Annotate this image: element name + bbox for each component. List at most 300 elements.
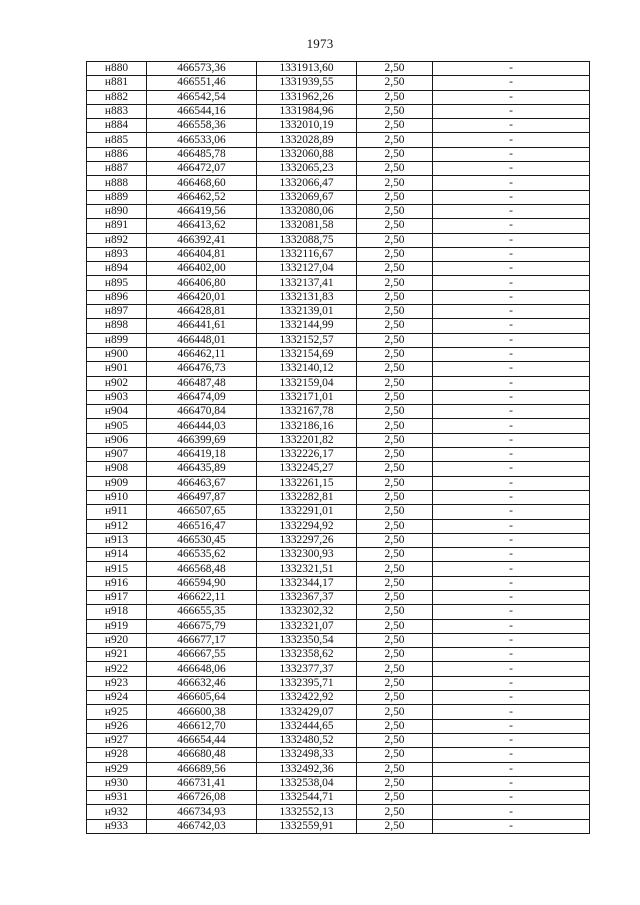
page-number: 1973 bbox=[306, 36, 334, 51]
x-coordinate-cell: 466533,06 bbox=[147, 133, 257, 147]
y-coordinate-cell: 1332552,13 bbox=[257, 805, 357, 819]
table-row bbox=[87, 590, 590, 604]
accuracy-cell: 2,50 bbox=[357, 533, 433, 547]
table-row bbox=[87, 762, 590, 776]
table-row bbox=[87, 805, 590, 819]
point-id-cell: н907 bbox=[87, 448, 147, 462]
x-coordinate-cell: 466594,90 bbox=[147, 576, 257, 590]
y-coordinate-cell: 1332444,65 bbox=[257, 719, 357, 733]
accuracy-cell: 2,50 bbox=[357, 347, 433, 361]
point-id-cell: н918 bbox=[87, 605, 147, 619]
note-cell: - bbox=[433, 333, 590, 347]
table-row bbox=[87, 676, 590, 690]
x-coordinate-cell: 466648,06 bbox=[147, 662, 257, 676]
table-row bbox=[87, 305, 590, 319]
note-cell: - bbox=[433, 376, 590, 390]
x-coordinate-cell: 466542,54 bbox=[147, 90, 257, 104]
x-coordinate-cell: 466573,36 bbox=[147, 62, 257, 76]
point-id-cell: н932 bbox=[87, 805, 147, 819]
accuracy-cell: 2,50 bbox=[357, 390, 433, 404]
accuracy-cell: 2,50 bbox=[357, 676, 433, 690]
table-row bbox=[87, 505, 590, 519]
x-coordinate-cell: 466463,67 bbox=[147, 476, 257, 490]
y-coordinate-cell: 1331913,60 bbox=[257, 62, 357, 76]
x-coordinate-cell: 466472,07 bbox=[147, 162, 257, 176]
y-coordinate-cell: 1332350,54 bbox=[257, 633, 357, 647]
x-coordinate-cell: 466419,18 bbox=[147, 448, 257, 462]
point-id-cell: н883 bbox=[87, 104, 147, 118]
point-id-cell: н915 bbox=[87, 562, 147, 576]
note-cell: - bbox=[433, 176, 590, 190]
point-id-cell: н893 bbox=[87, 247, 147, 261]
note-cell: - bbox=[433, 62, 590, 76]
point-id-cell: н929 bbox=[87, 762, 147, 776]
y-coordinate-cell: 1332358,62 bbox=[257, 648, 357, 662]
table-row bbox=[87, 176, 590, 190]
table-row bbox=[87, 576, 590, 590]
accuracy-cell: 2,50 bbox=[357, 719, 433, 733]
note-cell: - bbox=[433, 505, 590, 519]
note-cell: - bbox=[433, 576, 590, 590]
note-cell: - bbox=[433, 262, 590, 276]
note-cell: - bbox=[433, 562, 590, 576]
table-row bbox=[87, 490, 590, 504]
note-cell: - bbox=[433, 405, 590, 419]
table-row bbox=[87, 190, 590, 204]
x-coordinate-cell: 466731,41 bbox=[147, 776, 257, 790]
table-row bbox=[87, 476, 590, 490]
accuracy-cell: 2,50 bbox=[357, 419, 433, 433]
x-coordinate-cell: 466655,35 bbox=[147, 605, 257, 619]
x-coordinate-cell: 466485,78 bbox=[147, 147, 257, 161]
x-coordinate-cell: 466462,52 bbox=[147, 190, 257, 204]
point-id-cell: н897 bbox=[87, 305, 147, 319]
accuracy-cell: 2,50 bbox=[357, 362, 433, 376]
note-cell: - bbox=[433, 676, 590, 690]
x-coordinate-cell: 466675,79 bbox=[147, 619, 257, 633]
table-row bbox=[87, 119, 590, 133]
accuracy-cell: 2,50 bbox=[357, 590, 433, 604]
accuracy-cell: 2,50 bbox=[357, 119, 433, 133]
note-cell: - bbox=[433, 791, 590, 805]
y-coordinate-cell: 1332201,82 bbox=[257, 433, 357, 447]
y-coordinate-cell: 1331984,96 bbox=[257, 104, 357, 118]
accuracy-cell: 2,50 bbox=[357, 462, 433, 476]
point-id-cell: н887 bbox=[87, 162, 147, 176]
x-coordinate-cell: 466689,56 bbox=[147, 762, 257, 776]
accuracy-cell: 2,50 bbox=[357, 319, 433, 333]
y-coordinate-cell: 1332060,88 bbox=[257, 147, 357, 161]
note-cell: - bbox=[433, 276, 590, 290]
x-coordinate-cell: 466497,87 bbox=[147, 490, 257, 504]
point-id-cell: н888 bbox=[87, 176, 147, 190]
table-row bbox=[87, 405, 590, 419]
y-coordinate-cell: 1332167,78 bbox=[257, 405, 357, 419]
note-cell: - bbox=[433, 119, 590, 133]
y-coordinate-cell: 1332140,12 bbox=[257, 362, 357, 376]
point-id-cell: н919 bbox=[87, 619, 147, 633]
accuracy-cell: 2,50 bbox=[357, 76, 433, 90]
point-id-cell: н898 bbox=[87, 319, 147, 333]
point-id-cell: н892 bbox=[87, 233, 147, 247]
accuracy-cell: 2,50 bbox=[357, 805, 433, 819]
note-cell: - bbox=[433, 90, 590, 104]
accuracy-cell: 2,50 bbox=[357, 748, 433, 762]
y-coordinate-cell: 1332152,57 bbox=[257, 333, 357, 347]
table-row bbox=[87, 633, 590, 647]
table-row bbox=[87, 562, 590, 576]
point-id-cell: н921 bbox=[87, 648, 147, 662]
point-id-cell: н931 bbox=[87, 791, 147, 805]
y-coordinate-cell: 1332559,91 bbox=[257, 819, 357, 833]
note-cell: - bbox=[433, 190, 590, 204]
point-id-cell: н920 bbox=[87, 633, 147, 647]
y-coordinate-cell: 1332429,07 bbox=[257, 705, 357, 719]
y-coordinate-cell: 1332480,52 bbox=[257, 733, 357, 747]
note-cell: - bbox=[433, 776, 590, 790]
point-id-cell: н889 bbox=[87, 190, 147, 204]
point-id-cell: н909 bbox=[87, 476, 147, 490]
y-coordinate-cell: 1332422,92 bbox=[257, 691, 357, 705]
table-row bbox=[87, 276, 590, 290]
x-coordinate-cell: 466726,08 bbox=[147, 791, 257, 805]
note-cell: - bbox=[433, 476, 590, 490]
table-row bbox=[87, 104, 590, 118]
point-id-cell: н899 bbox=[87, 333, 147, 347]
x-coordinate-cell: 466632,46 bbox=[147, 676, 257, 690]
table-row bbox=[87, 133, 590, 147]
point-id-cell: н908 bbox=[87, 462, 147, 476]
table-row bbox=[87, 162, 590, 176]
point-id-cell: н933 bbox=[87, 819, 147, 833]
accuracy-cell: 2,50 bbox=[357, 405, 433, 419]
y-coordinate-cell: 1332139,01 bbox=[257, 305, 357, 319]
y-coordinate-cell: 1332226,17 bbox=[257, 448, 357, 462]
note-cell: - bbox=[433, 104, 590, 118]
table-row bbox=[87, 791, 590, 805]
x-coordinate-cell: 466544,16 bbox=[147, 104, 257, 118]
x-coordinate-cell: 466605,64 bbox=[147, 691, 257, 705]
point-id-cell: н917 bbox=[87, 590, 147, 604]
point-id-cell: н891 bbox=[87, 219, 147, 233]
accuracy-cell: 2,50 bbox=[357, 548, 433, 562]
table-row bbox=[87, 519, 590, 533]
point-id-cell: н926 bbox=[87, 719, 147, 733]
accuracy-cell: 2,50 bbox=[357, 433, 433, 447]
point-id-cell: н885 bbox=[87, 133, 147, 147]
table-row bbox=[87, 233, 590, 247]
y-coordinate-cell: 1332245,27 bbox=[257, 462, 357, 476]
note-cell: - bbox=[433, 733, 590, 747]
note-cell: - bbox=[433, 390, 590, 404]
accuracy-cell: 2,50 bbox=[357, 619, 433, 633]
x-coordinate-cell: 466535,62 bbox=[147, 548, 257, 562]
y-coordinate-cell: 1332377,37 bbox=[257, 662, 357, 676]
accuracy-cell: 2,50 bbox=[357, 247, 433, 261]
accuracy-cell: 2,50 bbox=[357, 147, 433, 161]
point-id-cell: н901 bbox=[87, 362, 147, 376]
accuracy-cell: 2,50 bbox=[357, 104, 433, 118]
table-row bbox=[87, 619, 590, 633]
y-coordinate-cell: 1332367,37 bbox=[257, 590, 357, 604]
note-cell: - bbox=[433, 448, 590, 462]
accuracy-cell: 2,50 bbox=[357, 305, 433, 319]
y-coordinate-cell: 1332171,01 bbox=[257, 390, 357, 404]
note-cell: - bbox=[433, 533, 590, 547]
note-cell: - bbox=[433, 147, 590, 161]
y-coordinate-cell: 1332028,89 bbox=[257, 133, 357, 147]
accuracy-cell: 2,50 bbox=[357, 791, 433, 805]
x-coordinate-cell: 466667,55 bbox=[147, 648, 257, 662]
y-coordinate-cell: 1332116,67 bbox=[257, 247, 357, 261]
table-row bbox=[87, 819, 590, 833]
accuracy-cell: 2,50 bbox=[357, 662, 433, 676]
table-row bbox=[87, 719, 590, 733]
y-coordinate-cell: 1332010,19 bbox=[257, 119, 357, 133]
note-cell: - bbox=[433, 662, 590, 676]
table-row bbox=[87, 533, 590, 547]
table-row bbox=[87, 733, 590, 747]
table-row bbox=[87, 262, 590, 276]
note-cell: - bbox=[433, 290, 590, 304]
accuracy-cell: 2,50 bbox=[357, 190, 433, 204]
point-id-cell: н895 bbox=[87, 276, 147, 290]
accuracy-cell: 2,50 bbox=[357, 776, 433, 790]
y-coordinate-cell: 1332395,71 bbox=[257, 676, 357, 690]
point-id-cell: н930 bbox=[87, 776, 147, 790]
table-row bbox=[87, 362, 590, 376]
table-row bbox=[87, 319, 590, 333]
x-coordinate-cell: 466612,70 bbox=[147, 719, 257, 733]
note-cell: - bbox=[433, 605, 590, 619]
accuracy-cell: 2,50 bbox=[357, 204, 433, 218]
y-coordinate-cell: 1332300,93 bbox=[257, 548, 357, 562]
note-cell: - bbox=[433, 819, 590, 833]
note-cell: - bbox=[433, 805, 590, 819]
x-coordinate-cell: 466558,36 bbox=[147, 119, 257, 133]
accuracy-cell: 2,50 bbox=[357, 505, 433, 519]
accuracy-cell: 2,50 bbox=[357, 562, 433, 576]
point-id-cell: н905 bbox=[87, 419, 147, 433]
y-coordinate-cell: 1332154,69 bbox=[257, 347, 357, 361]
table-row bbox=[87, 376, 590, 390]
coordinates-table-body bbox=[87, 62, 590, 834]
x-coordinate-cell: 466600,38 bbox=[147, 705, 257, 719]
point-id-cell: н903 bbox=[87, 390, 147, 404]
table-row bbox=[87, 219, 590, 233]
x-coordinate-cell: 466677,17 bbox=[147, 633, 257, 647]
x-coordinate-cell: 466392,41 bbox=[147, 233, 257, 247]
table-row bbox=[87, 290, 590, 304]
table-row bbox=[87, 90, 590, 104]
y-coordinate-cell: 1332297,26 bbox=[257, 533, 357, 547]
point-id-cell: н880 bbox=[87, 62, 147, 76]
x-coordinate-cell: 466487,48 bbox=[147, 376, 257, 390]
point-id-cell: н884 bbox=[87, 119, 147, 133]
table-row bbox=[87, 662, 590, 676]
note-cell: - bbox=[433, 204, 590, 218]
coordinates-table bbox=[86, 61, 590, 834]
x-coordinate-cell: 466420,01 bbox=[147, 290, 257, 304]
x-coordinate-cell: 466742,03 bbox=[147, 819, 257, 833]
y-coordinate-cell: 1332282,81 bbox=[257, 490, 357, 504]
x-coordinate-cell: 466428,81 bbox=[147, 305, 257, 319]
note-cell: - bbox=[433, 347, 590, 361]
x-coordinate-cell: 466551,46 bbox=[147, 76, 257, 90]
y-coordinate-cell: 1332538,04 bbox=[257, 776, 357, 790]
y-coordinate-cell: 1332144,99 bbox=[257, 319, 357, 333]
accuracy-cell: 2,50 bbox=[357, 705, 433, 719]
y-coordinate-cell: 1332069,67 bbox=[257, 190, 357, 204]
table-row bbox=[87, 548, 590, 562]
point-id-cell: н923 bbox=[87, 676, 147, 690]
note-cell: - bbox=[433, 419, 590, 433]
accuracy-cell: 2,50 bbox=[357, 519, 433, 533]
x-coordinate-cell: 466435,89 bbox=[147, 462, 257, 476]
y-coordinate-cell: 1332066,47 bbox=[257, 176, 357, 190]
point-id-cell: н912 bbox=[87, 519, 147, 533]
x-coordinate-cell: 466419,56 bbox=[147, 204, 257, 218]
table-row bbox=[87, 147, 590, 161]
table-row bbox=[87, 648, 590, 662]
note-cell: - bbox=[433, 548, 590, 562]
accuracy-cell: 2,50 bbox=[357, 476, 433, 490]
note-cell: - bbox=[433, 233, 590, 247]
accuracy-cell: 2,50 bbox=[357, 490, 433, 504]
point-id-cell: н928 bbox=[87, 748, 147, 762]
accuracy-cell: 2,50 bbox=[357, 819, 433, 833]
y-coordinate-cell: 1332065,23 bbox=[257, 162, 357, 176]
x-coordinate-cell: 466468,60 bbox=[147, 176, 257, 190]
note-cell: - bbox=[433, 76, 590, 90]
accuracy-cell: 2,50 bbox=[357, 162, 433, 176]
table-row bbox=[87, 433, 590, 447]
point-id-cell: н900 bbox=[87, 347, 147, 361]
note-cell: - bbox=[433, 219, 590, 233]
table-row bbox=[87, 776, 590, 790]
point-id-cell: н914 bbox=[87, 548, 147, 562]
point-id-cell: н913 bbox=[87, 533, 147, 547]
note-cell: - bbox=[433, 691, 590, 705]
note-cell: - bbox=[433, 162, 590, 176]
table-row bbox=[87, 204, 590, 218]
table-row bbox=[87, 462, 590, 476]
point-id-cell: н896 bbox=[87, 290, 147, 304]
accuracy-cell: 2,50 bbox=[357, 376, 433, 390]
accuracy-cell: 2,50 bbox=[357, 290, 433, 304]
x-coordinate-cell: 466476,73 bbox=[147, 362, 257, 376]
x-coordinate-cell: 466402,00 bbox=[147, 262, 257, 276]
y-coordinate-cell: 1332344,17 bbox=[257, 576, 357, 590]
y-coordinate-cell: 1332088,75 bbox=[257, 233, 357, 247]
note-cell: - bbox=[433, 362, 590, 376]
table-row bbox=[87, 419, 590, 433]
point-id-cell: н890 bbox=[87, 204, 147, 218]
x-coordinate-cell: 466474,09 bbox=[147, 390, 257, 404]
note-cell: - bbox=[433, 648, 590, 662]
accuracy-cell: 2,50 bbox=[357, 605, 433, 619]
accuracy-cell: 2,50 bbox=[357, 133, 433, 147]
y-coordinate-cell: 1332302,32 bbox=[257, 605, 357, 619]
point-id-cell: н886 bbox=[87, 147, 147, 161]
note-cell: - bbox=[433, 519, 590, 533]
note-cell: - bbox=[433, 748, 590, 762]
accuracy-cell: 2,50 bbox=[357, 90, 433, 104]
x-coordinate-cell: 466530,45 bbox=[147, 533, 257, 547]
point-id-cell: н906 bbox=[87, 433, 147, 447]
y-coordinate-cell: 1332137,41 bbox=[257, 276, 357, 290]
table-row bbox=[87, 247, 590, 261]
point-id-cell: н924 bbox=[87, 691, 147, 705]
x-coordinate-cell: 466448,01 bbox=[147, 333, 257, 347]
point-id-cell: н882 bbox=[87, 90, 147, 104]
table-row bbox=[87, 705, 590, 719]
accuracy-cell: 2,50 bbox=[357, 633, 433, 647]
table-row bbox=[87, 333, 590, 347]
table-row bbox=[87, 62, 590, 76]
x-coordinate-cell: 466516,47 bbox=[147, 519, 257, 533]
point-id-cell: н910 bbox=[87, 490, 147, 504]
point-id-cell: н925 bbox=[87, 705, 147, 719]
note-cell: - bbox=[433, 247, 590, 261]
x-coordinate-cell: 466404,81 bbox=[147, 247, 257, 261]
table-row bbox=[87, 691, 590, 705]
note-cell: - bbox=[433, 462, 590, 476]
table-row bbox=[87, 748, 590, 762]
note-cell: - bbox=[433, 319, 590, 333]
y-coordinate-cell: 1332080,06 bbox=[257, 204, 357, 218]
x-coordinate-cell: 466399,69 bbox=[147, 433, 257, 447]
accuracy-cell: 2,50 bbox=[357, 733, 433, 747]
x-coordinate-cell: 466734,93 bbox=[147, 805, 257, 819]
accuracy-cell: 2,50 bbox=[357, 176, 433, 190]
point-id-cell: н881 bbox=[87, 76, 147, 90]
y-coordinate-cell: 1332544,71 bbox=[257, 791, 357, 805]
x-coordinate-cell: 466507,65 bbox=[147, 505, 257, 519]
x-coordinate-cell: 466680,48 bbox=[147, 748, 257, 762]
y-coordinate-cell: 1332321,07 bbox=[257, 619, 357, 633]
point-id-cell: н902 bbox=[87, 376, 147, 390]
note-cell: - bbox=[433, 433, 590, 447]
note-cell: - bbox=[433, 719, 590, 733]
point-id-cell: н916 bbox=[87, 576, 147, 590]
accuracy-cell: 2,50 bbox=[357, 276, 433, 290]
x-coordinate-cell: 466622,11 bbox=[147, 590, 257, 604]
y-coordinate-cell: 1332291,01 bbox=[257, 505, 357, 519]
accuracy-cell: 2,50 bbox=[357, 219, 433, 233]
y-coordinate-cell: 1332081,58 bbox=[257, 219, 357, 233]
point-id-cell: н911 bbox=[87, 505, 147, 519]
x-coordinate-cell: 466413,62 bbox=[147, 219, 257, 233]
table-row bbox=[87, 448, 590, 462]
accuracy-cell: 2,50 bbox=[357, 62, 433, 76]
table-row bbox=[87, 605, 590, 619]
y-coordinate-cell: 1331962,26 bbox=[257, 90, 357, 104]
accuracy-cell: 2,50 bbox=[357, 262, 433, 276]
y-coordinate-cell: 1332492,36 bbox=[257, 762, 357, 776]
y-coordinate-cell: 1332186,16 bbox=[257, 419, 357, 433]
y-coordinate-cell: 1332498,33 bbox=[257, 748, 357, 762]
point-id-cell: н894 bbox=[87, 262, 147, 276]
accuracy-cell: 2,50 bbox=[357, 648, 433, 662]
note-cell: - bbox=[433, 133, 590, 147]
note-cell: - bbox=[433, 490, 590, 504]
note-cell: - bbox=[433, 633, 590, 647]
accuracy-cell: 2,50 bbox=[357, 691, 433, 705]
note-cell: - bbox=[433, 762, 590, 776]
accuracy-cell: 2,50 bbox=[357, 448, 433, 462]
x-coordinate-cell: 466406,80 bbox=[147, 276, 257, 290]
